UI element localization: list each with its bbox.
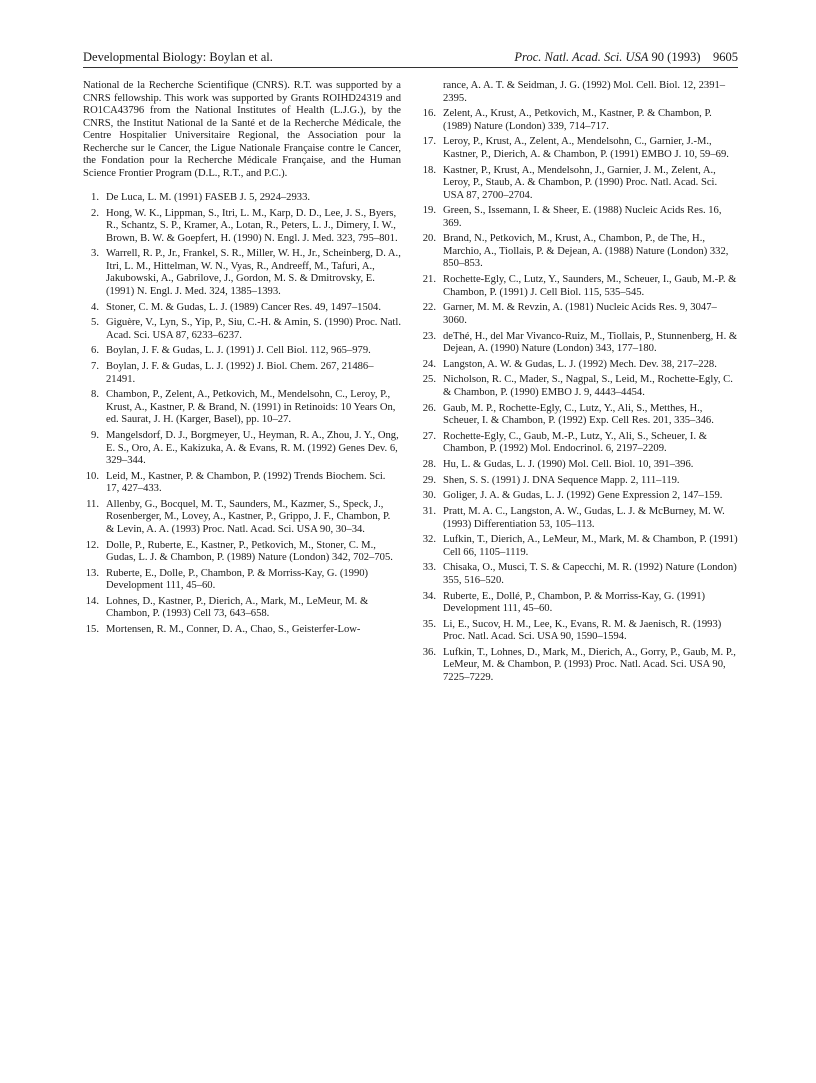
reference-item [420, 136, 738, 161]
reference-item [420, 475, 738, 488]
reference-text: Gaub, M. P., Rochette-Egly, C., Lutz, Y., Ali, S., Metthes, H., Scheuer, I. & Chambon, P. (1992) Exp. Cell Res. 201, 335–346. [443, 402, 714, 427]
reference-item [83, 499, 401, 537]
reference-number: 8. [91, 389, 99, 401]
reference-number: 17. [422, 136, 436, 148]
reference-item [420, 431, 738, 456]
reference-item [420, 490, 738, 503]
reference-text: Garner, M. M. & Revzin, A. (1981) Nucleic Acids Res. 9, 3047–3060. [443, 302, 717, 326]
reference-text: Brand, N., Petkovich, M., Krust, A., Chambon, P., de The, H., Marchio, A., Tiollais, P. & Dejean, A. (1988) Nature (London) 332, 850–853. [443, 233, 729, 270]
right-column [420, 80, 738, 688]
reference-text: Rochette-Egly, C., Lutz, Y., Saunders, M., Scheuer, I., Gaub, M.-P. & Chambon, P. (1991) J. Cell Biol. 115, 535–545. [443, 274, 737, 298]
reference-item [420, 374, 738, 399]
reference-number: 35. [422, 618, 436, 630]
journal-citation [514, 50, 738, 65]
reference-number: 27. [422, 430, 436, 442]
reference-number: 25. [422, 374, 436, 386]
reference-item [83, 302, 401, 315]
reference-text: Rochette-Egly, C., Gaub, M.-P., Lutz, Y., Ali, S., Scheuer, I. & Chambon, P. (1992) Mol. Endocrinol. 6, 2197–2209. [443, 430, 707, 455]
page-number: 9605 [713, 50, 738, 64]
reference-text: Leroy, P., Krust, A., Zelent, A., Mendelsohn, C., Garnier, J.-M., Kastner, P., Dierich, A. & Chambon, P. (1991) EMBO J. 10, 59–69. [443, 136, 729, 160]
reference-number: 18. [422, 164, 436, 176]
reference-text: Goliger, J. A. & Gudas, L. J. (1992) Gene Expression 2, 147–159. [443, 490, 723, 502]
reference-item [420, 108, 738, 133]
reference-number: 11. [86, 498, 99, 510]
reference-text: Hu, L. & Gudas, L. J. (1990) Mol. Cell. Biol. 10, 391–396. [443, 458, 694, 470]
reference-list-left [83, 192, 401, 637]
reference-text: Mortensen, R. M., Conner, D. A., Chao, S., Geisterfer-Low- [106, 624, 361, 636]
left-column [83, 80, 401, 640]
reference-item [420, 591, 738, 616]
reference-number: 32. [422, 534, 436, 546]
reference-number: 4. [91, 301, 99, 313]
reference-text: Li, E., Sucov, H. M., Lee, K., Evans, R. M. & Jaenisch, R. (1993) Proc. Natl. Acad. Sci. USA 90, 1590–1594. [443, 618, 722, 643]
reference-number: 3. [91, 248, 99, 260]
reference-item [420, 562, 738, 587]
reference-number: 14. [85, 595, 99, 607]
reference-item [420, 359, 738, 372]
reference-text: Allenby, G., Bocquel, M. T., Saunders, M., Kazmer, S., Speck, J., Rosenberger, M., Lovey, A., Kastner, P., Grippo, J. F., Chambon, P. & Levin, A. A. (1993) Proc. Natl. Acad. Sci. USA 90, 30–34. [106, 498, 391, 535]
reference-item [83, 389, 401, 427]
reference-text: Leid, M., Kastner, P. & Chambon, P. (1992) Trends Biochem. Sci. 17, 427–433. [106, 470, 386, 495]
reference-number: 2. [91, 207, 99, 219]
reference-item [83, 568, 401, 593]
reference-number: 21. [422, 274, 436, 286]
reference-text: rance, A. A. T. & Seidman, J. G. (1992) Mol. Cell. Biol. 12, 2391–2395. [443, 80, 726, 104]
reference-number: 12. [85, 539, 99, 551]
reference-number: 26. [422, 402, 436, 414]
reference-number: 28. [422, 458, 436, 470]
reference-number: 36. [422, 646, 436, 658]
reference-item [420, 459, 738, 472]
reference-number: 30. [422, 490, 436, 502]
reference-item [420, 506, 738, 531]
reference-item [83, 471, 401, 496]
reference-text: Kastner, P., Krust, A., Mendelsohn, J., Garnier, J. M., Zelent, A., Leroy, P., Staub, A. & Chambon, P. (1990) Proc. Natl. Acad. Sci. USA 87, 2700–2704. [443, 164, 718, 201]
reference-number: 23. [422, 330, 436, 342]
reference-text: Ruberte, E., Dollé, P., Chambon, P. & Morriss-Kay, G. (1991) Development 111, 45–60. [443, 590, 706, 615]
reference-item [420, 331, 738, 356]
header-rule [83, 67, 738, 68]
reference-number: 20. [422, 233, 436, 245]
reference-text: Zelent, A., Krust, A., Petkovich, M., Kastner, P. & Chambon, P. (1989) Nature (London) 339, 714–717. [443, 108, 712, 132]
reference-item [83, 248, 401, 298]
reference-text: Shen, S. S. (1991) J. DNA Sequence Mapp. 2, 111–119. [443, 474, 680, 486]
reference-number: 7. [91, 361, 99, 373]
reference-item [83, 192, 401, 205]
reference-item [83, 345, 401, 358]
reference-number: 19. [422, 205, 436, 217]
reference-text: Langston, A. W. & Gudas, L. J. (1992) Mech. Dev. 38, 217–228. [443, 358, 717, 370]
reference-number: 29. [422, 474, 436, 486]
reference-text: Boylan, J. F. & Gudas, L. J. (1992) J. Biol. Chem. 267, 21486–21491. [106, 361, 374, 385]
reference-text: Lufkin, T., Lohnes, D., Mark, M., Dierich, A., Gorry, P., Gaub, M. P., LeMeur, M. & Chambon, P. (1993) Proc. Natl. Acad. Sci. USA 90, 7225–7229. [443, 646, 736, 683]
reference-text: De Luca, L. M. (1991) FASEB J. 5, 2924–2933. [106, 192, 311, 203]
reference-text: Green, S., Issemann, I. & Sheer, E. (1988) Nucleic Acids Res. 16, 369. [443, 205, 722, 229]
reference-number: 9. [91, 430, 99, 441]
reference-number: 24. [422, 358, 436, 370]
reference-text: Chambon, P., Zelent, A., Petkovich, M., Mendelsohn, C., Leroy, P., Krust, A., Kastner, P. & Brand, N. (1991) in Retinoids: 10 Years On, ed. Saurat, J. H. (Karger, Basel), pp. 10–27. [106, 389, 396, 426]
reference-text: Ruberte, E., Dolle, P., Chambon, P. & Morriss-Kay, G. (1990) Development 111, 45–60. [106, 567, 369, 592]
reference-text: deThé, H., del Mar Vivanco-Ruiz, M., Tiollais, P., Stunnenberg, H. & Dejean, A. (1990) Nature (London) 343, 177–180. [443, 330, 738, 354]
reference-text: Mangelsdorf, D. J., Borgmeyer, U., Heyman, R. A., Zhou, J. Y., Ong, E. S., Oro, A. E., Kakizuka, A. & Evans, R. M. (1992) Genes Dev. 6, 329–344. [106, 430, 399, 466]
reference-number: 6. [91, 345, 99, 357]
reference-item [420, 80, 738, 105]
acknowledgment: National de la Recherche Scientifique (CNRS). R.T. was supported by a CNRS fellowship. This work was supported by Grants ROIHD24319 and RO1CA43796 from the National Institutes of Health (L.J.G.), by the CNRS, the Institut National de la Santé et de la Recherche Médicale, the Centre Hospitalier Universitaire Regional, the Association pour la Recherche sur le Cancer, the Ligue Nationale Française contre le Cancer, the Fondation pour la Recherche Médicale Française, and the Human Science Frontier Program (D.L., R.T., and P.C.). [83, 80, 401, 179]
reference-item [83, 361, 401, 386]
reference-number: 15. [85, 624, 99, 636]
reference-number: 10. [85, 470, 99, 482]
reference-text: Hong, W. K., Lippman, S., Itri, L. M., Karp, D. D., Lee, J. S., Byers, R., Schantz, S. P., Kramer, A., Lotan, R., Peters, L. J., Dimery, I. W., Brown, B. W. & Goepfert, H. (1990) N. Engl. J. Med. 323, 795–801. [106, 207, 398, 244]
reference-text: Warrell, R. P., Jr., Frankel, S. R., Miller, W. H., Jr., Scheinberg, D. A., Itri, L. M., Hittelman, W. N., Vyas, R., Andreeff, M., Tafuri, A., Jakubowski, A., Gabrilove, J., Gordon, M. S. & Dmitrovsky, E. (1991) N. Engl. J. Med. 324, 1385–1393. [106, 248, 401, 297]
reference-item [83, 317, 401, 342]
reference-number [420, 80, 443, 105]
reference-item [420, 403, 738, 428]
reference-number: 33. [422, 562, 436, 574]
reference-text: Chisaka, O., Musci, T. S. & Capecchi, M. R. (1992) Nature (London) 355, 516–520. [443, 562, 737, 586]
reference-item [420, 205, 738, 230]
page-header [83, 50, 738, 68]
reference-item [83, 208, 401, 246]
reference-text: Stoner, C. M. & Gudas, L. J. (1989) Cancer Res. 49, 1497–1504. [106, 301, 381, 313]
reference-text: Giguère, V., Lyn, S., Yip, P., Siu, C.-H. & Amin, S. (1990) Proc. Natl. Acad. Sci. USA 87, 6233–6237. [106, 317, 401, 341]
reference-item [420, 647, 738, 685]
reference-item [420, 302, 738, 327]
reference-item [83, 624, 401, 637]
reference-number: 16. [422, 108, 436, 120]
reference-text: Pratt, M. A. C., Langston, A. W., Gudas, L. J. & McBurney, M. W. (1993) Differentiation 53, 105–113. [443, 506, 725, 530]
reference-item [420, 619, 738, 644]
reference-text: Lohnes, D., Kastner, P., Dierich, A., Mark, M., LeMeur, M. & Chambon, P. (1993) Cell 73, 643–658. [106, 595, 369, 620]
reference-text: Nicholson, R. C., Mader, S., Nagpal, S., Leid, M., Rochette-Egly, C. & Chambon, P. (1990) EMBO J. 9, 4443–4454. [443, 374, 733, 398]
reference-list-right [420, 80, 738, 684]
reference-number: 5. [91, 317, 99, 329]
reference-number: 1. [91, 192, 99, 203]
reference-number: 34. [422, 590, 436, 602]
volume-year: 90 (1993) [648, 50, 701, 64]
reference-number: 31. [422, 506, 436, 517]
journal-name: Proc. Natl. Acad. Sci. USA [514, 50, 649, 64]
running-head: Developmental Biology: Boylan et al. [83, 50, 273, 64]
reference-number: 13. [85, 567, 99, 579]
reference-item [83, 430, 401, 468]
reference-item [420, 165, 738, 203]
reference-text: Dolle, P., Ruberte, E., Kastner, P., Petkovich, M., Stoner, C. M., Gudas, L. J. & Chambon, P. (1989) Nature (London) 342, 702–705. [106, 539, 393, 564]
reference-item [83, 596, 401, 621]
reference-item [420, 534, 738, 559]
reference-text: Boylan, J. F. & Gudas, L. J. (1991) J. Cell Biol. 112, 965–979. [106, 345, 371, 357]
reference-item [83, 540, 401, 565]
reference-item [420, 233, 738, 271]
reference-number: 22. [422, 302, 436, 314]
reference-text: Lufkin, T., Dierich, A., LeMeur, M., Mark, M. & Chambon, P. (1991) Cell 66, 1105–1119. [443, 534, 738, 558]
reference-item [420, 274, 738, 299]
